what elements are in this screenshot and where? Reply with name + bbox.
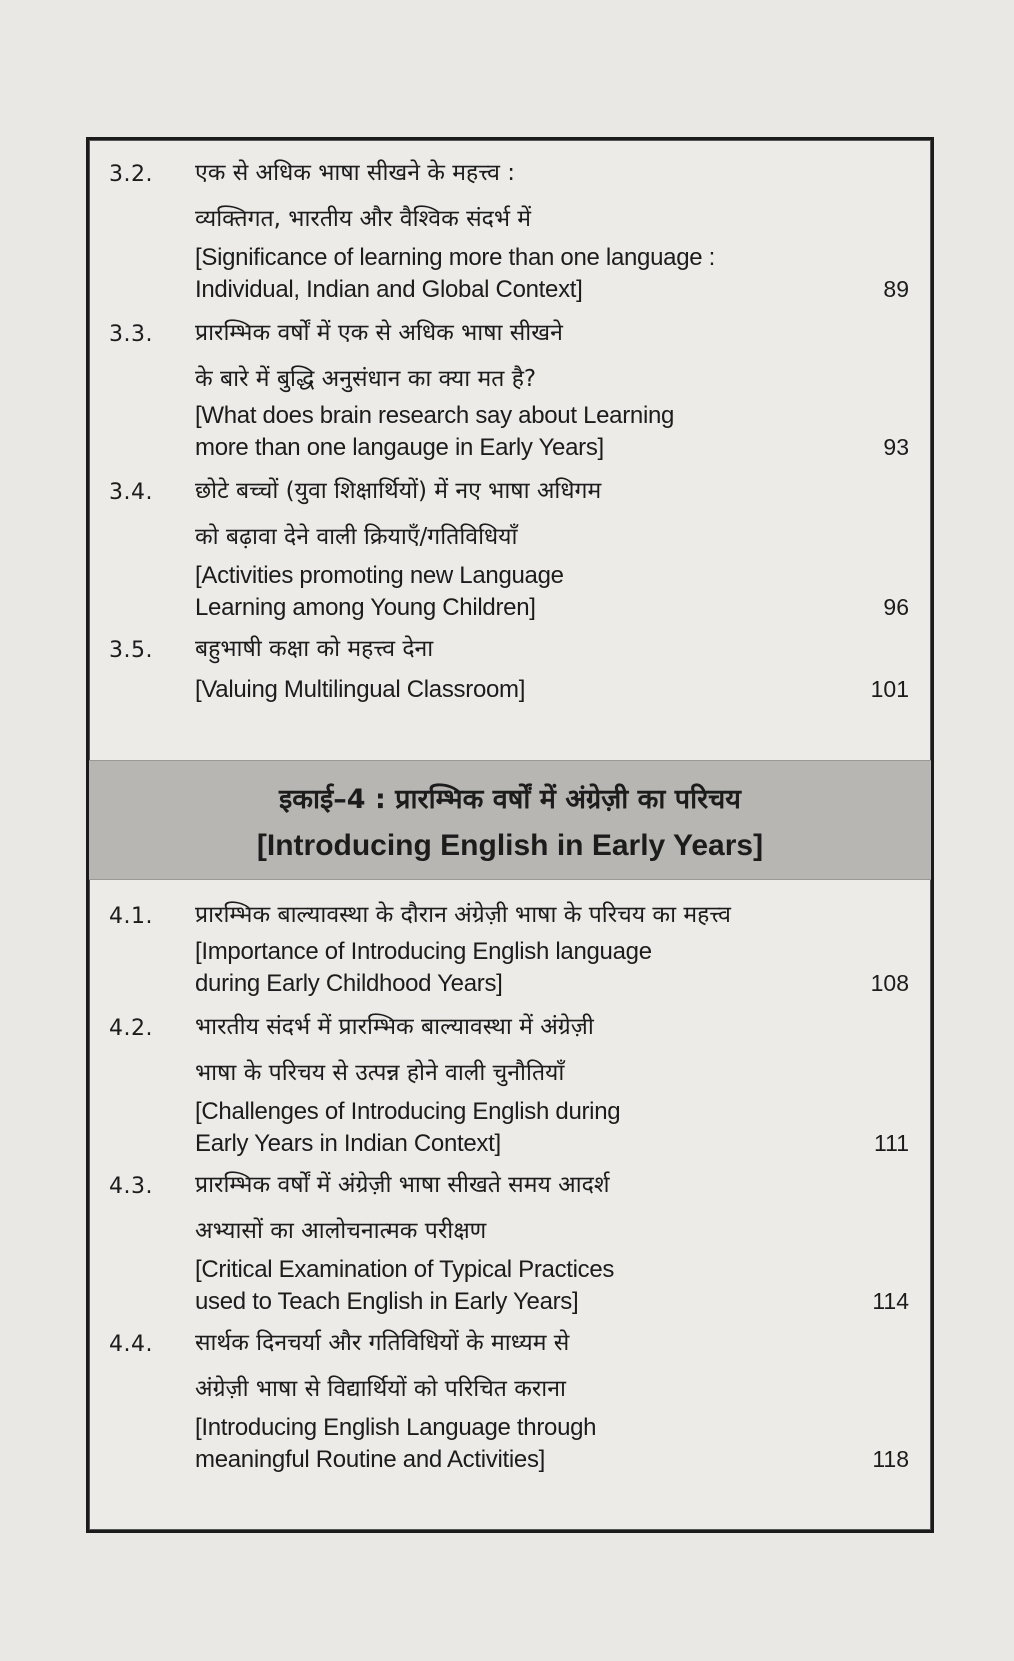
entry-title-english: [What does brain research say about Learning xyxy=(195,402,675,429)
table-of-contents-box xyxy=(86,137,934,1533)
page-number: 108 xyxy=(870,970,909,996)
entry-title-hindi: छोटे बच्चों (युवा शिक्षार्थियों) में नए भाषा अधिगम xyxy=(195,478,602,504)
entry-title-hindi: व्यक्तिगत, भारतीय और वैश्विक संदर्भ में xyxy=(195,206,532,232)
entry-title-hindi: भाषा के परिचय से उत्पन्न होने वाली चुनौतियाँ xyxy=(195,1060,565,1086)
entry-number: 3.5. xyxy=(109,638,153,663)
entry-number: 3.2. xyxy=(109,162,153,187)
entry-title-english: [Valuing Multilingual Classroom] xyxy=(195,676,526,703)
entry-title-english: [Critical Examination of Typical Practices xyxy=(195,1256,615,1283)
entry-number: 3.4. xyxy=(109,480,153,505)
page-number: 101 xyxy=(870,676,909,702)
entry-title-english: more than one langauge in Early Years] xyxy=(195,434,604,461)
entry-title-english: [Challenges of Introducing English during xyxy=(195,1098,621,1125)
entry-title-hindi: अभ्यासों का आलोचनात्मक परीक्षण xyxy=(195,1218,487,1244)
entry-title-english: Individual, Indian and Global Context] xyxy=(195,276,583,303)
entry-number: 4.2. xyxy=(109,1016,153,1041)
unit-title-english: [Introducing English in Early Years] xyxy=(256,829,764,862)
page-number: 96 xyxy=(883,594,909,620)
entry-title-english: [Activities promoting new Language xyxy=(195,562,564,589)
entry-title-hindi: के बारे में बुद्धि अनुसंधान का क्या मत है? xyxy=(195,366,537,392)
page-number: 114 xyxy=(872,1288,909,1314)
entry-title-english: Learning among Young Children] xyxy=(195,594,536,621)
entry-title-english: during Early Childhood Years] xyxy=(195,970,503,997)
entry-title-hindi: सार्थक दिनचर्या और गतिविधियों के माध्यम से xyxy=(195,1330,570,1356)
page-number: 111 xyxy=(874,1130,909,1156)
page-number: 93 xyxy=(883,434,909,460)
entry-title-english: [Importance of Introducing English language xyxy=(195,938,652,965)
entry-title-hindi: भारतीय संदर्भ में प्रारम्भिक बाल्यावस्था में अंग्रेज़ी xyxy=(195,1014,594,1040)
entry-title-english: meaningful Routine and Activities] xyxy=(195,1446,546,1473)
entry-number: 4.1. xyxy=(109,904,153,929)
unit-title-hindi: इकाई–4 : प्रारम्भिक वर्षों में अंग्रेज़ी का परिचय xyxy=(279,784,741,815)
entry-title-hindi: को बढ़ावा देने वाली क्रियाएँ/गतिविधियाँ xyxy=(195,524,518,550)
entry-title-english: [Significance of learning more than one language : xyxy=(195,244,716,271)
entry-number: 3.3. xyxy=(109,322,153,347)
unit-4-heading xyxy=(89,760,931,880)
entry-title-hindi: प्रारम्भिक वर्षों में एक से अधिक भाषा सीखने xyxy=(195,320,563,346)
entry-title-hindi: प्रारम्भिक वर्षों में अंग्रेज़ी भाषा सीखते समय आदर्श xyxy=(195,1172,610,1198)
entry-title-english: used to Teach English in Early Years] xyxy=(195,1288,579,1315)
page-number: 89 xyxy=(883,276,909,302)
page-number: 118 xyxy=(872,1446,909,1472)
entry-number: 4.3. xyxy=(109,1174,153,1199)
entry-title-hindi: बहुभाषी कक्षा को महत्त्व देना xyxy=(195,636,434,662)
entry-title-english: [Introducing English Language through xyxy=(195,1414,597,1441)
entry-title-english: Early Years in Indian Context] xyxy=(195,1130,501,1157)
entry-title-hindi: प्रारम्भिक बाल्यावस्था के दौरान अंग्रेज़ी भाषा के परिचय का महत्त्व xyxy=(195,902,731,928)
entry-title-hindi: अंग्रेज़ी भाषा से विद्यार्थियों को परिचित कराना xyxy=(195,1376,566,1402)
entry-title-hindi: एक से अधिक भाषा सीखने के महत्त्व : xyxy=(195,160,515,186)
entry-number: 4.4. xyxy=(109,1332,153,1357)
